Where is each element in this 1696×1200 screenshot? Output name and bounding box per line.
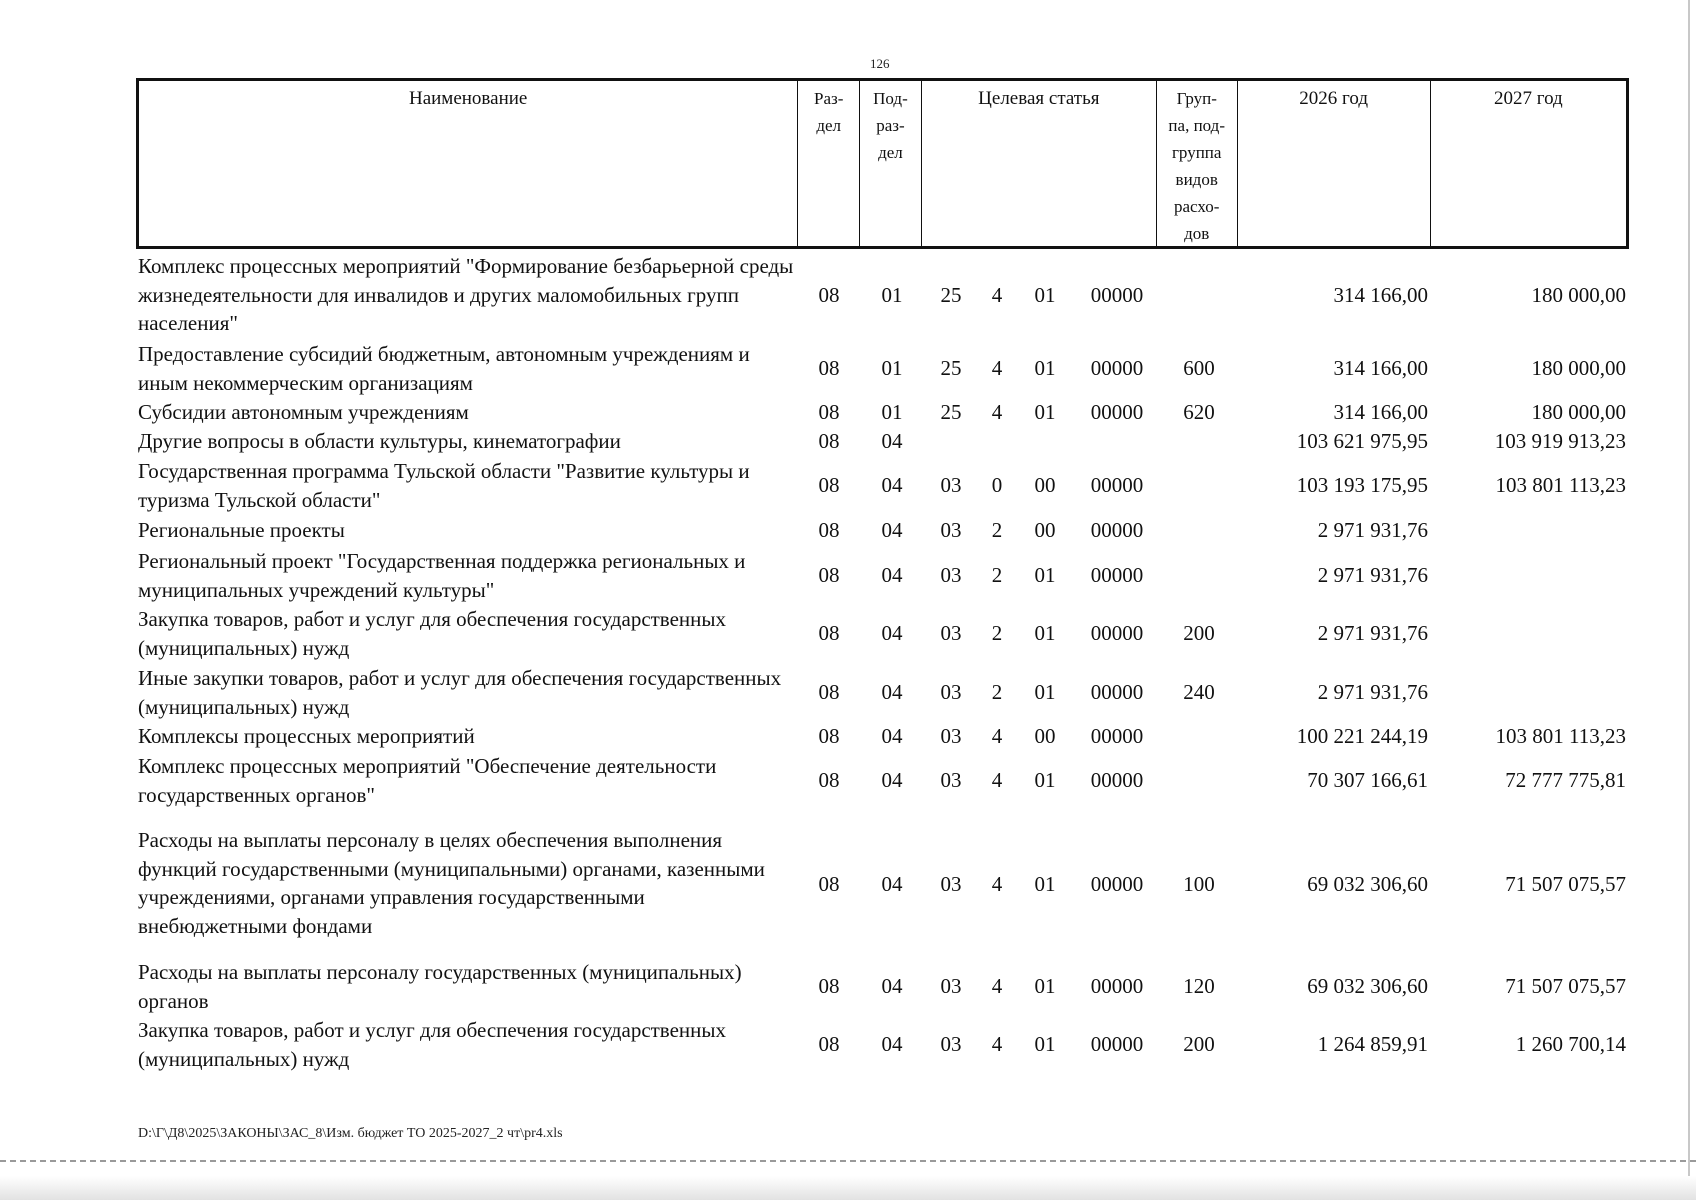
table-row [0, 340, 1696, 397]
row-razdel: 08 [818, 974, 840, 999]
row-name: Региональный проект "Государственная поддержка региональных и муниципальных учреждений культуры" [138, 549, 746, 602]
row-name: Закупка товаров, работ и услуг для обеспечения государственных (муниципальных) нужд [138, 1018, 727, 1071]
row-gruppa: 600 [1183, 356, 1215, 381]
row-cs-item: 00 [1034, 518, 1056, 543]
row-podrazdel: 04 [881, 429, 903, 454]
row-cs-item: 01 [1034, 621, 1056, 646]
row-year-2027 [1436, 547, 1626, 604]
row-cs-type: 4 [991, 282, 1003, 307]
row-year-2026: 70 307 166,61 [1307, 768, 1428, 793]
table-row [0, 826, 1696, 942]
row-cs-program: 03 [940, 473, 962, 498]
row-cs-direction: 00000 [1090, 400, 1144, 425]
row-razdel: 08 [818, 473, 840, 498]
row-year-2026: 314 166,00 [1333, 282, 1428, 307]
table-row [0, 605, 1696, 662]
row-name: Комплекс процессных мероприятий "Обеспечение деятельности государственных органов" [138, 754, 717, 807]
row-podrazdel: 04 [881, 473, 903, 498]
row-cs-type: 2 [991, 563, 1003, 588]
row-podrazdel: 04 [881, 871, 903, 896]
row-year-2027 [1436, 664, 1626, 721]
row-year-2027: 1 260 700,14 [1515, 1032, 1626, 1057]
row-name: Государственная программа Тульской области "Развитие культуры и туризма Тульской области" [138, 459, 750, 512]
row-year-2027 [1436, 605, 1626, 662]
row-year-2026: 69 032 306,60 [1307, 974, 1428, 999]
row-cs-item: 01 [1034, 768, 1056, 793]
row-cs-type: 4 [991, 768, 1003, 793]
header-celevaya-statya: Целевая статья [922, 81, 1157, 246]
row-name: Субсидии автономным учреждениям [138, 400, 469, 424]
row-cs-type: 0 [991, 473, 1003, 498]
row-cs-direction: 00000 [1090, 871, 1144, 896]
row-year-2027: 180 000,00 [1531, 400, 1626, 425]
row-cs-program: 03 [940, 621, 962, 646]
row-cs-program: 03 [940, 871, 962, 896]
row-cs-program: 03 [940, 518, 962, 543]
row-year-2027: 103 801 113,23 [1495, 473, 1626, 498]
row-year-2027: 72 777 775,81 [1505, 768, 1626, 793]
row-gruppa: 200 [1183, 1032, 1215, 1057]
row-cs-item: 01 [1034, 1032, 1056, 1057]
row-podrazdel: 04 [881, 518, 903, 543]
row-year-2026: 103 193 175,95 [1296, 473, 1428, 498]
row-razdel: 08 [818, 563, 840, 588]
row-cs-item: 00 [1034, 724, 1056, 749]
row-year-2026: 2 971 931,76 [1317, 563, 1428, 588]
row-name: Расходы на выплаты персоналу государственных (муниципальных) органов [138, 960, 742, 1013]
row-year-2026: 314 166,00 [1333, 356, 1428, 381]
row-cs-type: 4 [991, 974, 1003, 999]
row-gruppa: 620 [1183, 400, 1215, 425]
row-name: Комплекс процессных мероприятий "Формирование безбарьерной среды жизнедеятельности для инвалидов и других маломобильных групп населения" [138, 254, 794, 335]
row-cs-type: 2 [991, 680, 1003, 705]
row-cs-type: 2 [991, 621, 1003, 646]
row-cs-item [1025, 427, 1065, 456]
row-year-2026: 100 221 244,19 [1296, 724, 1428, 749]
row-podrazdel: 04 [881, 621, 903, 646]
row-gruppa [1172, 252, 1226, 338]
row-cs-direction [1080, 427, 1154, 456]
row-podrazdel: 04 [881, 724, 903, 749]
row-razdel: 08 [818, 871, 840, 896]
row-razdel: 08 [818, 724, 840, 749]
header-year-2026: 2026 год [1238, 81, 1431, 246]
row-podrazdel: 04 [881, 563, 903, 588]
row-podrazdel: 04 [881, 1032, 903, 1057]
row-year-2027: 180 000,00 [1531, 356, 1626, 381]
row-podrazdel: 04 [881, 974, 903, 999]
header-gruppa: Груп- па, под- группа видов расхо- дов [1157, 81, 1238, 246]
table-row [0, 958, 1696, 1015]
row-cs-program: 03 [940, 974, 962, 999]
table-header [136, 78, 1629, 249]
row-year-2027: 71 507 075,57 [1505, 871, 1626, 896]
row-year-2027 [1436, 516, 1626, 545]
row-razdel: 08 [818, 680, 840, 705]
row-razdel: 08 [818, 768, 840, 793]
row-year-2026: 69 032 306,60 [1307, 871, 1428, 896]
row-podrazdel: 01 [881, 282, 903, 307]
row-name: Региональные проекты [138, 518, 345, 542]
table-row [0, 547, 1696, 604]
row-cs-type: 4 [991, 356, 1003, 381]
row-cs-item: 01 [1034, 282, 1056, 307]
row-gruppa [1172, 427, 1226, 456]
row-gruppa: 200 [1183, 621, 1215, 646]
row-name: Комплексы процессных мероприятий [138, 724, 475, 748]
table-row [0, 1016, 1696, 1073]
row-cs-direction: 00000 [1090, 768, 1144, 793]
row-gruppa: 100 [1183, 871, 1215, 896]
row-cs-item: 01 [1034, 871, 1056, 896]
row-razdel: 08 [818, 356, 840, 381]
row-cs-program: 03 [940, 680, 962, 705]
row-cs-direction: 00000 [1090, 974, 1144, 999]
row-razdel: 08 [818, 429, 840, 454]
cut-line [0, 1160, 1696, 1162]
row-podrazdel: 04 [881, 680, 903, 705]
scan-shadow [0, 1176, 1696, 1200]
table-row [0, 252, 1696, 338]
row-cs-type: 4 [991, 400, 1003, 425]
row-year-2026: 2 971 931,76 [1317, 518, 1428, 543]
row-year-2026: 2 971 931,76 [1317, 680, 1428, 705]
row-podrazdel: 01 [881, 356, 903, 381]
row-cs-item: 01 [1034, 563, 1056, 588]
row-year-2027: 71 507 075,57 [1505, 974, 1626, 999]
row-cs-type: 4 [991, 1032, 1003, 1057]
row-cs-type [986, 427, 1008, 456]
row-cs-item: 01 [1034, 400, 1056, 425]
row-gruppa: 240 [1183, 680, 1215, 705]
row-cs-program: 03 [940, 724, 962, 749]
row-year-2027: 180 000,00 [1531, 282, 1626, 307]
row-razdel: 08 [818, 400, 840, 425]
row-cs-item: 00 [1034, 473, 1056, 498]
row-cs-direction: 00000 [1090, 680, 1144, 705]
row-razdel: 08 [818, 282, 840, 307]
row-cs-item: 01 [1034, 974, 1056, 999]
row-cs-direction: 00000 [1090, 621, 1144, 646]
row-name: Иные закупки товаров, работ и услуг для обеспечения государственных (муниципальных) нужд [138, 666, 782, 719]
row-podrazdel: 01 [881, 400, 903, 425]
table-row [0, 752, 1696, 809]
page-edge [1688, 0, 1690, 1176]
row-cs-direction: 00000 [1090, 724, 1144, 749]
page-number: 126 [870, 56, 890, 71]
header-podrazdel: Под- раз- дел [860, 81, 922, 246]
row-name: Другие вопросы в области культуры, кинематографии [138, 429, 621, 453]
row-cs-program [930, 427, 972, 456]
header-year-2027: 2027 год [1494, 88, 1563, 109]
table-row [0, 516, 1696, 545]
row-razdel: 08 [818, 621, 840, 646]
row-cs-program: 03 [940, 1032, 962, 1057]
row-cs-direction: 00000 [1090, 356, 1144, 381]
row-podrazdel: 04 [881, 768, 903, 793]
row-name: Закупка товаров, работ и услуг для обеспечения государственных (муниципальных) нужд [138, 607, 727, 660]
row-cs-item: 01 [1034, 356, 1056, 381]
row-cs-item: 01 [1034, 680, 1056, 705]
row-razdel: 08 [818, 518, 840, 543]
row-razdel: 08 [818, 1032, 840, 1057]
table-row [0, 427, 1696, 456]
file-path-footer: D:\Г\Д8\2025\ЗАКОНЫ\ЗАС_8\Изм. бюджет ТО 2025-2027_2 чт\pr4.xls [138, 1126, 563, 1141]
row-cs-direction: 00000 [1090, 282, 1144, 307]
row-year-2027: 103 919 913,23 [1494, 429, 1626, 454]
row-cs-program: 03 [940, 768, 962, 793]
row-year-2026: 103 621 975,95 [1296, 429, 1428, 454]
row-year-2027: 103 801 113,23 [1495, 724, 1626, 749]
row-gruppa [1172, 457, 1226, 514]
row-cs-direction: 00000 [1090, 473, 1144, 498]
row-cs-program: 03 [940, 563, 962, 588]
row-gruppa [1172, 722, 1226, 751]
row-cs-type: 2 [991, 518, 1003, 543]
row-cs-type: 4 [991, 871, 1003, 896]
row-cs-direction: 00000 [1090, 1032, 1144, 1057]
row-cs-program: 25 [940, 356, 962, 381]
header-razdel: Раз- дел [798, 81, 860, 246]
row-cs-type: 4 [991, 724, 1003, 749]
row-gruppa [1172, 547, 1226, 604]
table-row [0, 457, 1696, 514]
row-year-2026: 314 166,00 [1333, 400, 1428, 425]
row-gruppa: 120 [1183, 974, 1215, 999]
row-gruppa [1172, 516, 1226, 545]
table-row [0, 722, 1696, 751]
row-cs-program: 25 [940, 400, 962, 425]
row-name: Расходы на выплаты персоналу в целях обеспечения выполнения функций государственными (муниципальными) органами, казенными учреждениями, органами управления государственными внебюджетными фондами [138, 828, 765, 938]
table-row [0, 398, 1696, 427]
row-name: Предоставление субсидий бюджетным, автономным учреждениям и иным некоммерческим организациям [138, 342, 750, 395]
row-cs-program: 25 [940, 282, 962, 307]
row-cs-direction: 00000 [1090, 563, 1144, 588]
row-cs-direction: 00000 [1090, 518, 1144, 543]
row-year-2026: 2 971 931,76 [1317, 621, 1428, 646]
table-row [0, 664, 1696, 721]
row-year-2026: 1 264 859,91 [1317, 1032, 1428, 1057]
header-name: Наименование [139, 81, 798, 246]
row-gruppa [1172, 752, 1226, 809]
